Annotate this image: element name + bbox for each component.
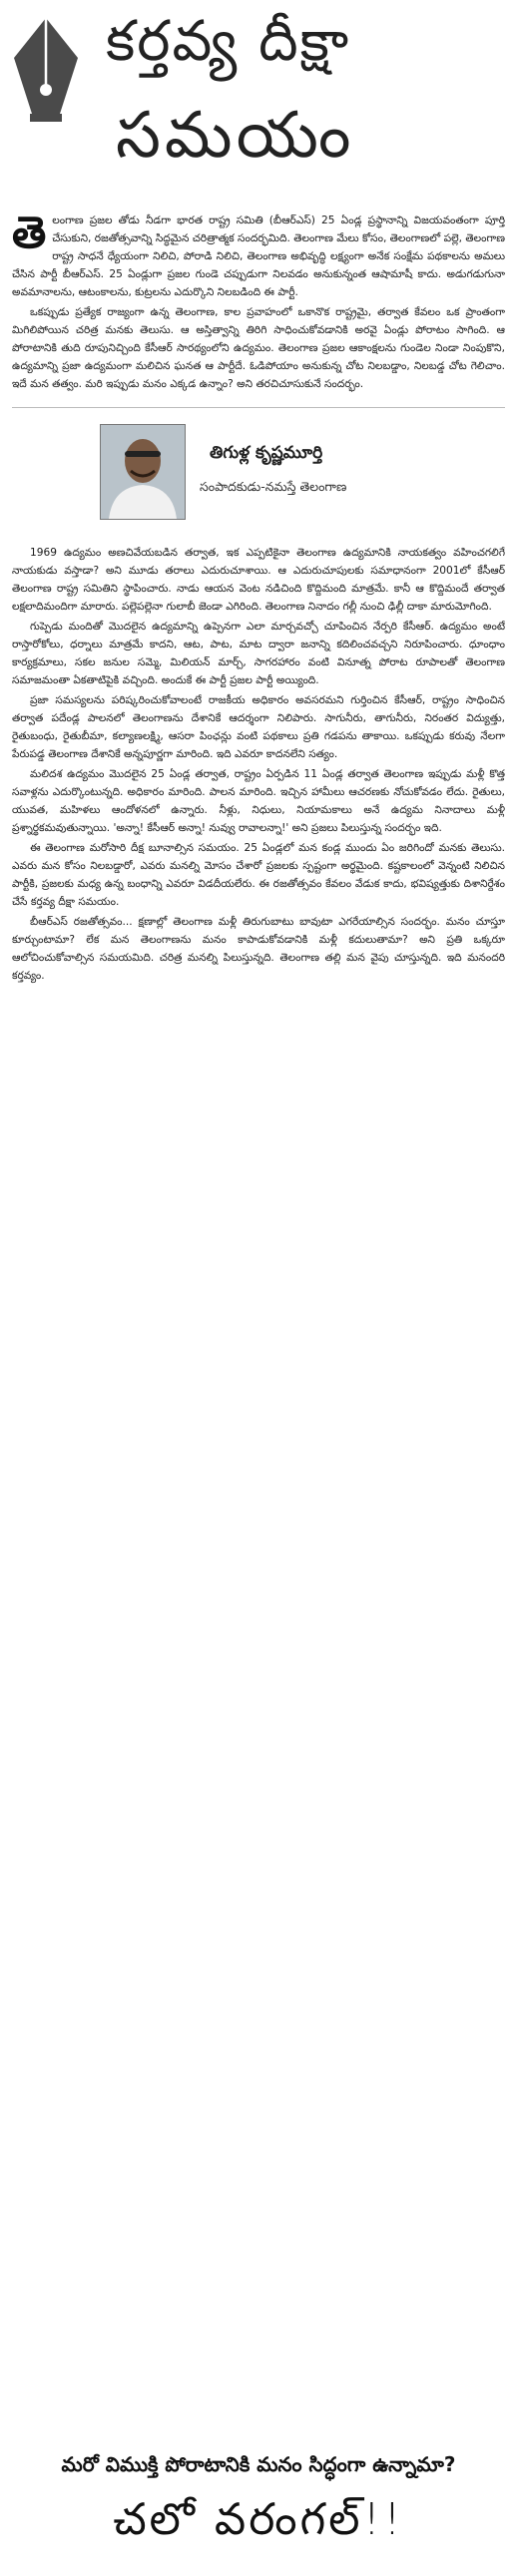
author-portrait-image — [101, 425, 185, 519]
article-paragraph-5: ప్రజా సమస్యలను పరిష్కరించుకోవాలంటే రాజకీయ అధికారం అవసరమని గుర్తించిన కేసీఆర్, రాష్ట్రం సాధించిన తర్వాత పదేండ్ల పాలనలో తెలంగాణను దేశానికే ఆదర్శంగా నిలిపారు. సాగునీరు, తాగునీరు, నిరంతర విద్యుత్తు, రైతుబంధు, రైతుబీమా, కల్యాణలక్ష్మి, ఆసరా పింఛన్లు వంటి పథకాలు ప్రతి గడపను తాకాయి. ఒకప్పుడు కరువు నేలగా పేరుపడ్డ తెలంగాణ దేశానికే అన్నపూర్ణగా మారింది. ఇది ఎవరూ కాదనలేని సత్యం. — [12, 694, 505, 760]
closing-call-to-action: చలో వరంగల్!! — [113, 2494, 404, 2545]
article-paragraph-2: ఒకప్పుడు ప్రత్యేక రాజ్యంగా ఉన్న తెలంగాణ, కాల ప్రవాహంలో ఒకానొక రాష్ట్రమై, తర్వాత కేవలం ఒక ప్రాంతంగా మిగిలిపోయిన చరిత్ర మనకు తెలుసు. ఆ అస్తిత్వాన్ని తిరిగి సాధించుకోవడానికి అరవై ఏండ్లు పోరాటం సాగింది. ఆ పోరాటానికి తుది రూపునిచ్చింది కేసీఆర్ సారథ్యంలోని ఉద్యమం. తెలంగాణ ప్రజల ఆకాంక్షలను గుండెల నిండా నింపుకొని, ఉద్యమాన్ని ప్రజా ఉద్యమంగా మలిచిన ఘనత ఆ పార్టీదే. ఓడిపోయాం అనుకున్న చోట నిలబడ్డాం, నిలబడ్డ చోట గెలిచాం. ఇదే మన తత్వం. మరి ఇప్పుడు మనం ఎక్కడ ఉన్నాం? అని తరచిచూసుకునే సందర్భం. — [12, 306, 505, 390]
fountain-pen-icon — [8, 14, 84, 126]
article-paragraph-8: బీఆర్‌ఎస్ రజతోత్సవం... క్షణాల్లో తెలంగాణ మళ్లీ తిరుగుబాటు బావుటా ఎగరేయాల్సిన సందర్భం. మనం చూస్తూ కూర్చుంటామా? లేక మన తెలంగాణను మనం కాపాడుకోవడానికి మళ్లీ కదులుతామా? అని ప్రతి ఒక్కరూ ఆలోచించుకోవాల్సిన సమయమిది. చరిత్ర మనల్ని పిలుస్తున్నది. తెలంగాణ తల్లి మన వైపు చూస్తున్నది. ఇది మనందరి కర్తవ్యం. — [12, 916, 505, 982]
author-box — [12, 407, 505, 526]
page-header — [0, 0, 517, 200]
author-name: తిగుళ్ల కృష్ణమూర్తి — [210, 443, 323, 463]
closing-question: మరో విముక్తి పోరాటానికి మనం సిద్ధంగా ఉన్నామా? — [61, 2452, 456, 2476]
page-title-line2: సమయం — [116, 99, 355, 173]
author-photo — [100, 424, 186, 520]
page-title-line1: కర్తవ్య దీక్షా — [106, 9, 351, 74]
paragraph-text: లంగాణ ప్రజల తోడు నీడగా భారత రాష్ట్ర సమితి (బీఆర్‌ఎస్) 25 ఏండ్ల ప్రస్థానాన్ని విజయవంతంగా పూర్తి చేసుకుని, రజతోత్సవాన్ని సిద్ధమైన చరిత్రాత్మక సందర్భమిది. తెలంగాణ మేలు కోసం, తెలంగాణలో పల్లె, తెలంగాణ రాష్ట్ర సాధనే ధ్యేయంగా నిలిచి, పోరాడి నిలిచి, తెలంగాణ అభివృద్ధి లక్ష్యంగా అనేక సంక్షేమ పథకాలను అమలు చేసిన పార్టీ బీఆర్‌ఎస్. 25 ఏండ్లుగా ప్రజల గుండె చప్పుడుగా నిలవడం అనుకున్నంత ఆషామాషీ కాదు. అడుగడుగునా అవమానాలను, ఆటంకాలను, కుట్రలను ఎదుర్కొని నిలబడింది ఈ పార్టీ. — [12, 215, 505, 298]
article-paragraph-3: 1969 ఉద్యమం అణచివేయబడిన తర్వాత, ఇక ఎప్పటికైనా తెలంగాణ ఉద్యమానికి నాయకత్వం వహించగలిగే నాయకుడు వస్తాడా? అని మూడు తరాలు ఎదురుచూశాయి. ఆ ఎదురుచూపులకు సమాధానంగా 2001లో కేసీఆర్ తెలంగాణ రాష్ట్ర సమితిని స్థాపించారు. నాడు ఆయన వెంట నడిచింది కొద్దిమంది మాత్రమే. కానీ ఆ కొద్దిమందే తర్వాత లక్షలాదిమందిగా మారారు. పల్లెపల్లెనా గులాబీ జెండా ఎగిరింది. తెలంగాణ నినాదం గల్లీ నుంచి ఢిల్లీ దాకా మారుమోగింది. — [12, 547, 505, 613]
article-body — [12, 208, 505, 987]
article-paragraph-7: ఈ తెలంగాణ మరోసారి దీక్ష బూనాల్సిన సమయం. 25 ఏండ్లలో మన కండ్ల ముందు ఏం జరిగిందో మనకు తెలుసు. ఎవరు మన కోసం నిలబడ్డారో, ఎవరు మనల్ని మోసం చేశారో ప్రజలకు స్పష్టంగా అర్థమైంది. కష్టకాలంలో వెన్నంటి నిలిచిన పార్టీకి, ప్రజలకు మధ్య ఉన్న బంధాన్ని ఎవరూ విడదీయలేరు. ఈ రజతోత్సవం కేవలం వేడుక కాదు, భవిష్యత్తుకు దిశానిర్దేశం చేసే కర్తవ్య దీక్షా సమయం. — [12, 842, 505, 908]
author-role: సంపాదకుడు-నమస్తే తెలంగాణ — [200, 479, 347, 494]
article-paragraph-4: గుప్పెడు మందితో మొదలైన ఉద్యమాన్ని ఉప్పెనగా ఎలా మార్చవచ్చో చూపించిన నేర్పరి కేసీఆర్. ఉద్యమం అంటే రాస్తారోకోలు, ధర్నాలు మాత్రమే కాదని, ఆట, పాట, మాట ద్వారా జనాన్ని కదిలించవచ్చని నిరూపించారు. ధూంధాం కార్యక్రమాలు, సకల జనుల సమ్మె, మిలియన్ మార్చ్, సాగరహారం వంటి వినూత్న పోరాట రూపాలతో తెలంగాణ సమాజమంతా ఏకతాటిపైకి వచ్చింది. అందుకే ఈ పార్టీ ప్రజల పార్టీ అయ్యింది. — [12, 621, 505, 686]
article-paragraph-6: మలిదశ ఉద్యమం మొదలైన 25 ఏండ్ల తర్వాత, రాష్ట్రం ఏర్పడిన 11 ఏండ్ల తర్వాత తెలంగాణ ఇప్పుడు మళ్లీ కొత్త సవాళ్లను ఎదుర్కొంటున్నది. అధికారం మారింది. పాలన మారింది. ఇచ్చిన హామీలు ఆచరణకు నోచుకోవడం లేదు. రైతులు, యువత, మహిళలు ఆందోళనలో ఉన్నారు. నీళ్లు, నిధులు, నియామకాలు అనే ఉద్యమ నినాదాలు మళ్లీ ప్రశ్నార్థకమవుతున్నాయి. 'అన్నా! కేసీఆర్ అన్నా! నువ్వు రావాలన్నా!' అని ప్రజలు పిలుస్తున్న సందర్భం ఇది. — [12, 768, 505, 834]
drop-cap: తె — [12, 208, 47, 258]
article-paragraph-1 — [12, 208, 505, 301]
